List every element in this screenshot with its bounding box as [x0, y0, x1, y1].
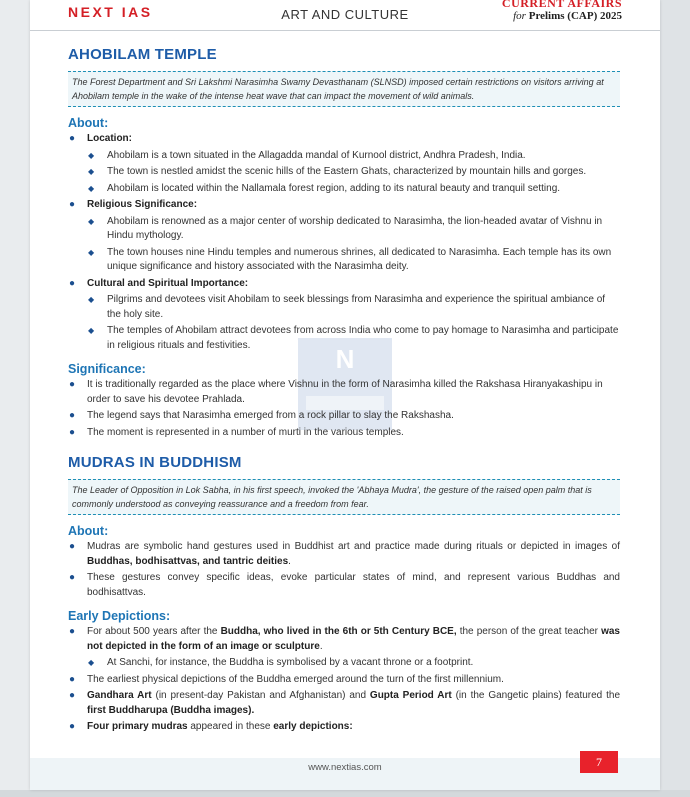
diamond-bullet-icon: ◆ [88, 216, 95, 226]
bullet-icon: ● [69, 572, 76, 583]
bold-text-run: early depictions: [273, 721, 353, 732]
footer-website-link[interactable]: www.nextias.com [308, 762, 382, 773]
text-run: These gestures convey specific ideas, evoke particular states of mind, and represent various Buddhas and bodhisattvas. [87, 572, 620, 598]
text-run: . [288, 555, 291, 567]
svg-text:N: N [335, 344, 355, 374]
prelims-year: Prelims (CAP) 2025 [528, 10, 622, 22]
for-label: for [513, 10, 526, 22]
bold-text-run: Buddha, who lived in the 6th or 5th Century BCE, [220, 626, 457, 637]
significance-item-text: The moment is represented in a number of murti in the various temples. [87, 426, 404, 438]
location-item-text: Ahobilam is a town situated in the Allagadda mandal of Kurnool district, Andhra Pradesh, India. [107, 149, 526, 161]
bullet-icon: ● [69, 410, 76, 421]
religious-item-text: Ahobilam is renowned as a major center of worship dedicated to Narasimha, the lion-headed avatar of Vishnu in Hindu mythology. [107, 215, 603, 241]
location-label: Location: [87, 133, 132, 144]
significance-list [68, 378, 620, 440]
text-run: the person of the great teacher [456, 626, 602, 637]
early-depictions-heading: Early Depictions: [68, 609, 171, 623]
list-item [68, 656, 620, 671]
diamond-bullet-icon: ◆ [88, 247, 95, 257]
document-page [30, 0, 660, 790]
list-item [68, 689, 620, 718]
religious-label: Religious Significance: [87, 199, 198, 210]
list-item [68, 673, 620, 688]
header-title: ART AND CULTURE [281, 7, 409, 22]
list-item [68, 198, 620, 213]
bullet-icon: ● [69, 426, 76, 438]
location-item-text: Ahobilam is located within the Nallamala forest region, adding to its natural beauty and tranquil setting. [107, 182, 561, 194]
bullet-icon: ● [69, 690, 76, 701]
diamond-bullet-icon: ◆ [88, 326, 95, 335]
bullet-icon: ● [69, 199, 76, 210]
brand-logo: NEXT IAS [68, 4, 153, 20]
list-item [68, 324, 620, 353]
bold-text-run: Four primary mudras [87, 721, 188, 732]
bold-text-run: Gandhara Art [87, 690, 152, 701]
current-affairs-label: CURRENT AFFAIRS [501, 0, 622, 10]
list-item [68, 165, 620, 180]
list-item [68, 293, 620, 322]
section-title-ahobilam: AHOBILAM TEMPLE [68, 46, 217, 63]
section-summary-mudras: The Leader of Opposition in Lok Sabha, in his first speech, invoked the 'Abhaya Mudra', the gesture of the raised open palm that is commonly understood as conveying reassurance and a freedom from fear. [68, 479, 620, 515]
significance-heading: Significance: [68, 362, 146, 376]
list-item [68, 540, 620, 569]
list-item [68, 426, 620, 441]
text-run: The earliest physical depictions of the Buddha emerged around the turn of the first millennium. [87, 673, 504, 685]
about-list [68, 132, 620, 353]
cultural-label: Cultural and Spiritual Importance: [87, 277, 249, 289]
significance-item-text: It is traditionally regarded as the place where Vishnu in the form of Narasimha killed the Rakshasa Hiranyakashipu in order to save his devotee Prahlada. [87, 379, 603, 405]
spacer [68, 442, 620, 454]
religious-item-text: The town houses nine Hindu temples and numerous shrines, all dedicated to Narasimha. Each temple has its own unique significance and history associated with the Narasimha deity. [107, 246, 612, 272]
list-item [68, 571, 620, 600]
bullet-icon: ● [69, 541, 76, 552]
diamond-bullet-icon: ◆ [88, 150, 95, 160]
bullet-icon: ● [69, 673, 76, 685]
mudras-about-list [68, 540, 620, 600]
page-bottom-edge [0, 790, 690, 797]
diamond-bullet-icon: ◆ [88, 658, 95, 667]
significance-item-text: The legend says that Narasimha emerged from a rock pillar to slay the Rakshasha. [87, 410, 454, 421]
cultural-item-text: The temples of Ahobilam attract devotees from across India who come to pay homage to Narasimha and participate in religious rituals and festivities. [107, 325, 619, 351]
bullet-icon: ● [69, 626, 76, 637]
bold-text-run: first Buddharupa (Buddha images). [87, 704, 255, 716]
location-item-text: The town is nestled amidst the scenic hills of the Eastern Ghats, characterized by mountain hills and gorges. [107, 166, 587, 177]
cultural-item-text: Pilgrims and devotees visit Ahobilam to seek blessings from Narasimha and experience the spiritual ambiance of the holy site. [107, 294, 606, 320]
bullet-icon: ● [69, 277, 76, 289]
bullet-icon: ● [69, 133, 76, 144]
prelims-label [502, 10, 622, 23]
bold-text-run: was not depicted in the form of an image or sculpture [87, 626, 620, 652]
list-item [68, 215, 620, 244]
section-title-mudras: MUDRAS IN BUDDHISM [68, 454, 242, 471]
page-edge-shadow [660, 0, 690, 797]
spacer [68, 602, 620, 609]
diamond-bullet-icon: ◆ [88, 167, 95, 176]
list-item [68, 720, 620, 735]
bold-text-run: Gupta Period Art [369, 690, 452, 701]
about-heading: About: [68, 116, 109, 130]
list-item [68, 378, 620, 407]
bold-text-run: Buddhas, bodhisattvas, and tantric deities [87, 555, 289, 567]
spacer [68, 355, 620, 362]
page-footer [30, 755, 660, 790]
bullet-icon: ● [69, 379, 76, 390]
diamond-bullet-icon: ◆ [88, 183, 95, 193]
text-run: . [319, 640, 323, 652]
list-item [68, 409, 620, 424]
text-run: (in the Gangetic plains) featured the [451, 690, 621, 701]
list-item [68, 625, 620, 654]
section-summary-ahobilam: The Forest Department and Sri Lakshmi Narasimha Swamy Devasthanam (SLNSD) imposed certain restrictions on visitors arriving at Ahobilam temple in the wake of the intense heat wave that can impact the movement of wild animals. [68, 71, 620, 107]
about-heading-mudras: About: [68, 524, 109, 538]
diamond-bullet-icon: ◆ [88, 295, 95, 304]
bullet-icon: ● [69, 721, 76, 732]
list-item [68, 277, 620, 292]
text-run: For about 500 years after the [87, 626, 221, 637]
page-header [30, 0, 660, 31]
text-run: (in present-day Pakistan and Afghanistan) and [151, 690, 370, 701]
page-content [68, 46, 620, 737]
list-item [68, 246, 620, 275]
list-item [68, 149, 620, 164]
text-run: Mudras are symbolic hand gestures used in Buddhist art and practice made during rituals or depicted in images of [87, 541, 620, 552]
text-run: appeared in these [187, 721, 274, 732]
list-item [68, 182, 620, 197]
text-run: At Sanchi, for instance, the Buddha is symbolised by a vacant throne or a footprint. [107, 657, 474, 668]
list-item [68, 132, 620, 147]
header-right-block [502, 0, 622, 23]
page-number-badge: 7 [580, 751, 618, 773]
early-depictions-list [68, 625, 620, 735]
